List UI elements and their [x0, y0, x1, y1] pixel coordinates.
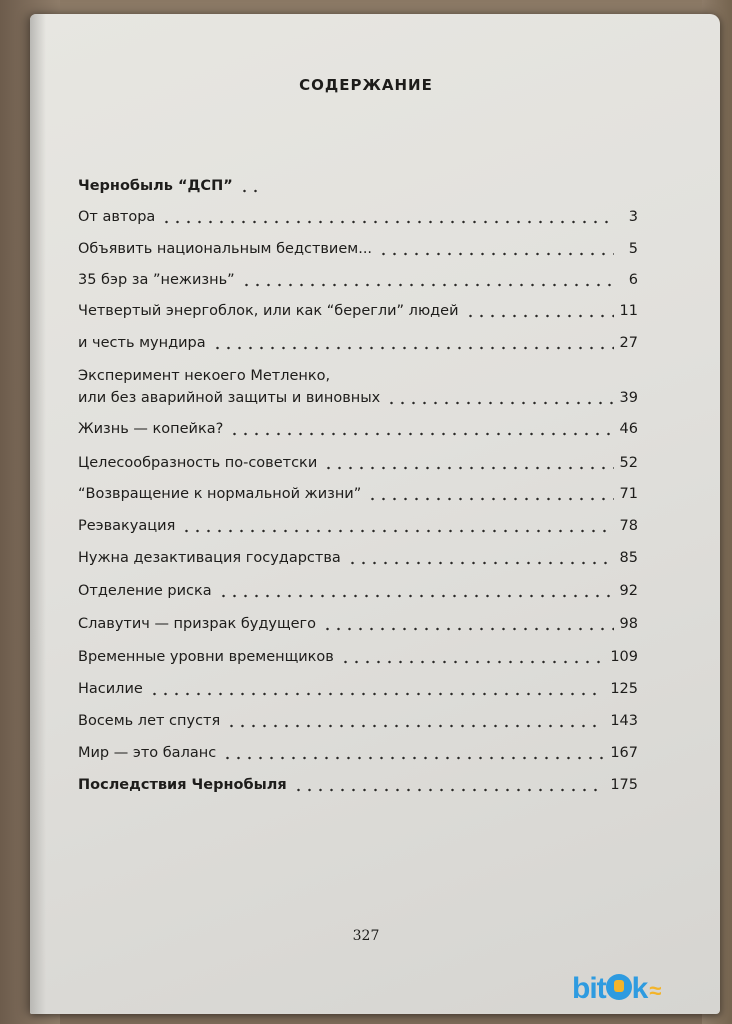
toc-entry-title: “Возвращение к нормальной жизни” — [78, 486, 362, 502]
toc-entry-title: Чернобыль “ДСП” — [78, 178, 233, 194]
toc-entry-title: Мир — это баланс — [78, 745, 217, 761]
dot-leader — [212, 340, 614, 350]
dot-leader — [378, 246, 614, 256]
dot-leader — [322, 621, 614, 631]
dot-leader — [347, 555, 614, 565]
toc-entry — [78, 238, 638, 260]
dot-leader — [386, 395, 613, 405]
toc-entry-title: Восемь лет спустя — [78, 713, 221, 729]
toc-entry-title: или без аварийной защиты и виновных — [78, 390, 381, 406]
toc-entry-title: Четвертый энергоблок, или как “берегли” людей — [78, 303, 459, 319]
dot-leader — [340, 654, 604, 664]
toc-entry-page: 5 — [628, 241, 638, 257]
toc-entry — [78, 613, 638, 635]
toc-entry-title: Славутич — призрак будущего — [78, 616, 317, 632]
toc-entry-page: 85 — [619, 550, 638, 566]
toc-entry-title: Жизнь — копейка? — [78, 421, 224, 437]
toc-entry-page: 52 — [619, 455, 638, 471]
toc-entry-page: 3 — [628, 209, 638, 225]
dot-leader — [229, 426, 613, 436]
toc-entry-page: 71 — [619, 486, 638, 502]
toc-entry — [78, 269, 638, 291]
toc-entry-page: 78 — [619, 518, 638, 534]
toc-entry-title: Нужна дезактивация государства — [78, 550, 341, 566]
toc-entry-page: 98 — [619, 616, 638, 632]
toc-entry-title: Временные уровни временщиков — [78, 649, 334, 665]
page-number: 327 — [352, 928, 380, 944]
toc-entry-page: 109 — [610, 649, 638, 665]
dot-leader — [218, 588, 614, 598]
dot-leader — [367, 491, 613, 501]
toc-entry-title: Целесообразность по-советски — [78, 455, 318, 471]
dot-leader — [241, 277, 614, 287]
toc-entry — [78, 300, 638, 322]
toc-entry-title: От автора — [78, 209, 156, 225]
toc-entry-page: 92 — [619, 583, 638, 599]
toc-entry-continuation — [78, 387, 638, 409]
watermark-text: bit — [572, 972, 606, 1005]
watermark-logo — [572, 972, 660, 1006]
dot-leader — [239, 183, 265, 193]
dot-leader — [222, 750, 604, 760]
toc-entry — [78, 206, 638, 228]
dot-leader — [465, 308, 614, 318]
toc-entry-title: Реэвакуация — [78, 518, 176, 534]
toc-entry-continuation — [78, 332, 638, 354]
toc-entry-page: 46 — [619, 421, 638, 437]
toc-entry-page: 39 — [619, 390, 638, 406]
toc-entry — [78, 418, 638, 440]
toc-entry — [78, 580, 638, 602]
toc-entry-page: 27 — [619, 335, 638, 351]
toc-entry — [78, 774, 638, 796]
toc-entry — [78, 175, 638, 197]
toc-entry-title: 35 бэр за ”нежизнь” — [78, 272, 235, 288]
toc-entry-title: и честь мундира — [78, 335, 206, 351]
toc-entry-page: 167 — [610, 745, 638, 761]
watermark-o-icon — [606, 974, 632, 1000]
swoosh-icon: ≈ — [649, 978, 661, 1003]
toc-entry — [78, 710, 638, 732]
toc-entry — [78, 646, 638, 668]
toc-entry-page: 175 — [610, 777, 638, 793]
toc-entry — [78, 483, 638, 505]
toc-entry-page: 6 — [628, 272, 638, 288]
dot-leader — [181, 523, 613, 533]
dot-leader — [293, 782, 605, 792]
toc-entry-page: 143 — [610, 713, 638, 729]
toc-entry-page: 125 — [610, 681, 638, 697]
toc-entry-title: Отделение риска — [78, 583, 212, 599]
page-title: СОДЕРЖАНИЕ — [299, 76, 433, 94]
watermark-text-k: k — [631, 972, 648, 1005]
dot-leader — [161, 214, 614, 224]
dot-leader — [149, 686, 605, 696]
toc-entry-title: Эксперимент некоего Метленко, — [78, 368, 331, 384]
toc-entry — [78, 742, 638, 764]
toc-entry-title: Насилие — [78, 681, 143, 697]
toc-entry-page: 11 — [619, 303, 638, 319]
toc-entry-title: Объявить национальным бедствием... — [78, 241, 373, 257]
toc-entry — [78, 365, 638, 387]
dot-leader — [226, 718, 604, 728]
toc-entry — [78, 678, 638, 700]
dot-leader — [323, 460, 613, 470]
toc-entry — [78, 515, 638, 537]
toc-entry — [78, 452, 638, 474]
toc-entry-title: Последствия Чернобыля — [78, 777, 287, 793]
toc-entry — [78, 547, 638, 569]
